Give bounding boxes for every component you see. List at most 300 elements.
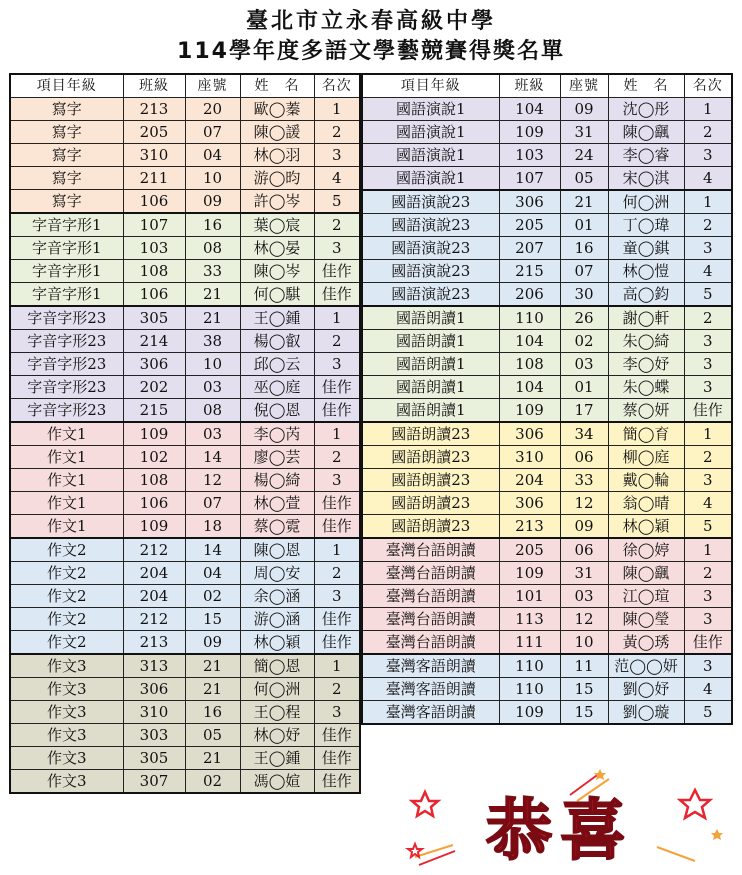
- cell-item: 國語演說1: [362, 98, 499, 121]
- cell-name: 余◯涵: [240, 585, 314, 608]
- col-header-seat: 座號: [560, 74, 608, 98]
- cell-item: 國語朗讀23: [362, 492, 499, 515]
- cell-name: 林◯穎: [240, 631, 314, 655]
- cell-rank: 3: [684, 469, 732, 492]
- table-row: [10, 306, 360, 330]
- cell-seat: 17: [560, 399, 608, 423]
- cell-name: 倪◯恩: [240, 399, 314, 423]
- table-row: [362, 283, 732, 307]
- cell-class: 109: [499, 701, 560, 725]
- cell-item: 作文1: [10, 422, 123, 446]
- table-row: [362, 98, 732, 121]
- cell-rank: 佳作: [314, 631, 360, 655]
- table-row: [10, 121, 360, 144]
- cell-name: 林◯萱: [240, 492, 314, 515]
- table-row: [10, 190, 360, 214]
- cell-rank: 3: [314, 144, 360, 167]
- table-row: [10, 144, 360, 167]
- table-row: [10, 562, 360, 585]
- cell-seat: 14: [185, 446, 240, 469]
- cell-rank: 佳作: [314, 399, 360, 423]
- cell-name: 朱◯蝶: [608, 376, 684, 399]
- cell-name: 歐◯蓁: [240, 98, 314, 121]
- cell-name: 周◯安: [240, 562, 314, 585]
- cell-class: 205: [499, 538, 560, 562]
- cell-name: 丁◯瑋: [608, 214, 684, 237]
- cell-rank: 2: [314, 330, 360, 353]
- cell-name: 徐◯婷: [608, 538, 684, 562]
- cell-rank: 3: [314, 585, 360, 608]
- cell-name: 陳◯恩: [240, 538, 314, 562]
- cell-seat: 02: [560, 330, 608, 353]
- cell-seat: 31: [560, 121, 608, 144]
- cell-rank: 5: [684, 283, 732, 307]
- cell-seat: 02: [185, 585, 240, 608]
- cell-seat: 07: [185, 121, 240, 144]
- cell-rank: 4: [314, 167, 360, 190]
- cell-class: 107: [123, 213, 185, 237]
- table-row: [10, 585, 360, 608]
- table-row: [362, 237, 732, 260]
- left-results-table: [9, 73, 361, 794]
- col-header-item: 項目年級: [362, 74, 499, 98]
- cell-item: 字音字形23: [10, 399, 123, 423]
- star-icon: [594, 769, 606, 780]
- cell-seat: 04: [185, 144, 240, 167]
- cell-item: 作文2: [10, 562, 123, 585]
- cell-seat: 21: [185, 678, 240, 701]
- cell-seat: 10: [185, 353, 240, 376]
- cell-item: 字音字形1: [10, 283, 123, 307]
- cell-name: 陳◯諼: [240, 121, 314, 144]
- cell-rank: 5: [684, 515, 732, 539]
- cell-name: 李◯睿: [608, 144, 684, 167]
- cell-seat: 07: [560, 260, 608, 283]
- cell-rank: 1: [314, 538, 360, 562]
- cell-rank: 佳作: [684, 631, 732, 655]
- cell-name: 李◯芮: [240, 422, 314, 446]
- cell-class: 111: [499, 631, 560, 655]
- cell-rank: 4: [684, 260, 732, 283]
- table-row: [362, 214, 732, 237]
- cell-item: 字音字形23: [10, 353, 123, 376]
- cell-name: 游◯昀: [240, 167, 314, 190]
- cell-class: 202: [123, 376, 185, 399]
- cell-rank: 5: [314, 190, 360, 214]
- cell-seat: 12: [560, 492, 608, 515]
- cell-item: 臺灣台語朗讀: [362, 538, 499, 562]
- cell-item: 作文2: [10, 538, 123, 562]
- cell-rank: 3: [684, 654, 732, 678]
- col-header-name: 姓 名: [240, 74, 314, 98]
- cell-rank: 佳作: [314, 515, 360, 539]
- table-row: [10, 98, 360, 121]
- cell-class: 306: [499, 190, 560, 214]
- cell-rank: 3: [314, 469, 360, 492]
- cell-class: 108: [499, 353, 560, 376]
- cell-name: 何◯騏: [240, 283, 314, 307]
- cell-rank: 1: [314, 422, 360, 446]
- cell-class: 110: [499, 654, 560, 678]
- table-row: [362, 330, 732, 353]
- cell-seat: 09: [560, 98, 608, 121]
- cell-name: 蔡◯妍: [608, 399, 684, 423]
- cell-rank: 2: [314, 121, 360, 144]
- cell-item: 作文2: [10, 631, 123, 655]
- table-row: [362, 701, 732, 725]
- cell-item: 字音字形1: [10, 260, 123, 283]
- cell-rank: 1: [314, 98, 360, 121]
- cell-rank: 2: [684, 306, 732, 330]
- cell-rank: 1: [314, 306, 360, 330]
- cell-item: 作文2: [10, 585, 123, 608]
- col-header-item: 項目年級: [10, 74, 123, 98]
- cell-seat: 16: [185, 701, 240, 724]
- cell-item: 字音字形1: [10, 237, 123, 260]
- cell-rank: 佳作: [314, 770, 360, 794]
- cell-seat: 12: [560, 608, 608, 631]
- cell-seat: 01: [560, 214, 608, 237]
- cell-seat: 05: [560, 167, 608, 191]
- cell-seat: 34: [560, 422, 608, 446]
- cell-rank: 3: [684, 353, 732, 376]
- cell-rank: 3: [684, 144, 732, 167]
- cell-name: 游◯涵: [240, 608, 314, 631]
- cell-name: 楊◯叡: [240, 330, 314, 353]
- cell-rank: 佳作: [314, 283, 360, 307]
- cell-rank: 3: [684, 237, 732, 260]
- table-row: [362, 190, 732, 214]
- cell-seat: 10: [185, 167, 240, 190]
- cell-item: 國語朗讀1: [362, 330, 499, 353]
- cell-seat: 33: [185, 260, 240, 283]
- cell-name: 馮◯媗: [240, 770, 314, 794]
- table-row: [362, 654, 732, 678]
- table-row: [10, 654, 360, 678]
- cell-item: 國語朗讀1: [362, 399, 499, 423]
- cell-name: 邱◯云: [240, 353, 314, 376]
- cell-class: 215: [123, 399, 185, 423]
- cell-name: 廖◯芸: [240, 446, 314, 469]
- cell-seat: 03: [560, 353, 608, 376]
- cell-seat: 14: [185, 538, 240, 562]
- cell-seat: 09: [560, 515, 608, 539]
- table-row: [362, 422, 732, 446]
- cell-seat: 06: [560, 446, 608, 469]
- cell-name: 沈◯彤: [608, 98, 684, 121]
- cell-seat: 09: [185, 190, 240, 214]
- left-header-row: [10, 74, 360, 98]
- col-header-class: 班級: [499, 74, 560, 98]
- cell-item: 國語演說1: [362, 144, 499, 167]
- table-row: [10, 330, 360, 353]
- cell-item: 字音字形23: [10, 306, 123, 330]
- cell-class: 106: [123, 492, 185, 515]
- cell-name: 李◯妤: [608, 353, 684, 376]
- table-row: [10, 469, 360, 492]
- table-row: [10, 701, 360, 724]
- cell-seat: 31: [560, 562, 608, 585]
- cell-item: 寫字: [10, 144, 123, 167]
- cell-class: 104: [499, 376, 560, 399]
- table-row: [10, 631, 360, 655]
- cell-name: 簡◯育: [608, 422, 684, 446]
- cell-class: 310: [123, 144, 185, 167]
- table-row: [10, 608, 360, 631]
- cell-item: 寫字: [10, 98, 123, 121]
- table-row: [362, 446, 732, 469]
- table-row: [10, 724, 360, 747]
- cell-class: 213: [499, 515, 560, 539]
- cell-class: 113: [499, 608, 560, 631]
- cell-name: 林◯穎: [608, 515, 684, 539]
- cell-class: 204: [499, 469, 560, 492]
- table-row: [362, 353, 732, 376]
- cell-item: 臺灣客語朗讀: [362, 701, 499, 725]
- cell-rank: 2: [314, 562, 360, 585]
- cell-class: 204: [123, 562, 185, 585]
- right-header-row: [362, 74, 732, 98]
- cell-seat: 24: [560, 144, 608, 167]
- cell-item: 國語朗讀23: [362, 446, 499, 469]
- cell-class: 313: [123, 654, 185, 678]
- table-row: [10, 353, 360, 376]
- cell-item: 作文3: [10, 678, 123, 701]
- cell-class: 306: [499, 422, 560, 446]
- cell-seat: 08: [185, 399, 240, 423]
- cell-class: 110: [499, 306, 560, 330]
- cell-name: 林◯羽: [240, 144, 314, 167]
- cell-rank: 佳作: [684, 399, 732, 423]
- cell-name: 楊◯綺: [240, 469, 314, 492]
- congrats-graphic: [395, 765, 735, 870]
- cell-name: 劉◯璇: [608, 701, 684, 725]
- cell-seat: 08: [185, 237, 240, 260]
- cell-class: 204: [123, 585, 185, 608]
- col-header-name: 姓 名: [608, 74, 684, 98]
- cell-item: 作文1: [10, 469, 123, 492]
- cell-item: 作文3: [10, 724, 123, 747]
- cell-item: 國語演說23: [362, 214, 499, 237]
- cell-name: 劉◯妤: [608, 678, 684, 701]
- cell-class: 306: [123, 353, 185, 376]
- cell-rank: 佳作: [314, 724, 360, 747]
- cell-item: 國語朗讀23: [362, 515, 499, 539]
- cell-class: 306: [499, 492, 560, 515]
- cell-seat: 30: [560, 283, 608, 307]
- cell-item: 作文3: [10, 770, 123, 794]
- cell-seat: 02: [185, 770, 240, 794]
- cell-rank: 2: [314, 678, 360, 701]
- cell-rank: 佳作: [314, 492, 360, 515]
- cell-rank: 1: [684, 538, 732, 562]
- cell-class: 108: [123, 469, 185, 492]
- cell-class: 103: [499, 144, 560, 167]
- cell-class: 106: [123, 283, 185, 307]
- star-icon: [412, 792, 438, 816]
- cell-seat: 16: [560, 237, 608, 260]
- cell-seat: 12: [185, 469, 240, 492]
- cell-item: 臺灣客語朗讀: [362, 654, 499, 678]
- cell-class: 310: [499, 446, 560, 469]
- cell-seat: 11: [560, 654, 608, 678]
- cell-seat: 21: [185, 283, 240, 307]
- cell-seat: 26: [560, 306, 608, 330]
- cell-item: 作文3: [10, 701, 123, 724]
- cell-name: 何◯洲: [240, 678, 314, 701]
- table-row: [10, 678, 360, 701]
- cell-seat: 15: [185, 608, 240, 631]
- cell-rank: 2: [684, 214, 732, 237]
- cell-item: 臺灣台語朗讀: [362, 585, 499, 608]
- cell-item: 作文2: [10, 608, 123, 631]
- cell-rank: 佳作: [314, 376, 360, 399]
- cell-item: 臺灣台語朗讀: [362, 631, 499, 655]
- cell-seat: 05: [185, 724, 240, 747]
- cell-seat: 10: [560, 631, 608, 655]
- cell-name: 宋◯淇: [608, 167, 684, 191]
- cell-class: 205: [123, 121, 185, 144]
- cell-rank: 4: [684, 167, 732, 191]
- cell-rank: 佳作: [314, 260, 360, 283]
- cell-name: 江◯瑄: [608, 585, 684, 608]
- cell-seat: 15: [560, 678, 608, 701]
- cell-class: 110: [499, 678, 560, 701]
- cell-rank: 3: [684, 376, 732, 399]
- cell-class: 109: [499, 562, 560, 585]
- cell-class: 213: [123, 98, 185, 121]
- cell-item: 作文3: [10, 747, 123, 770]
- cell-name: 許◯岑: [240, 190, 314, 214]
- table-row: [10, 167, 360, 190]
- cell-item: 臺灣台語朗讀: [362, 608, 499, 631]
- col-header-seat: 座號: [185, 74, 240, 98]
- cell-rank: 1: [684, 98, 732, 121]
- cell-class: 305: [123, 306, 185, 330]
- cell-rank: 4: [684, 678, 732, 701]
- cell-item: 字音字形1: [10, 213, 123, 237]
- cell-rank: 2: [684, 121, 732, 144]
- cell-seat: 21: [185, 747, 240, 770]
- cell-rank: 2: [684, 562, 732, 585]
- cell-seat: 15: [560, 701, 608, 725]
- cell-rank: 3: [314, 237, 360, 260]
- cell-item: 國語演說1: [362, 167, 499, 191]
- cell-item: 臺灣客語朗讀: [362, 678, 499, 701]
- cell-rank: 佳作: [314, 608, 360, 631]
- cell-rank: 2: [684, 446, 732, 469]
- cell-rank: 5: [684, 701, 732, 725]
- star-icon: [711, 829, 723, 840]
- cell-item: 國語朗讀1: [362, 376, 499, 399]
- cell-class: 109: [499, 121, 560, 144]
- cell-item: 國語朗讀23: [362, 469, 499, 492]
- table-row: [10, 399, 360, 423]
- cell-item: 寫字: [10, 121, 123, 144]
- table-row: [10, 260, 360, 283]
- table-row: [362, 144, 732, 167]
- table-row: [362, 678, 732, 701]
- cell-item: 國語朗讀1: [362, 353, 499, 376]
- cell-seat: 03: [185, 376, 240, 399]
- cell-seat: 21: [185, 654, 240, 678]
- cell-item: 作文1: [10, 515, 123, 539]
- cell-class: 213: [123, 631, 185, 655]
- cell-class: 107: [499, 167, 560, 191]
- cell-class: 106: [123, 190, 185, 214]
- table-row: [362, 306, 732, 330]
- cell-class: 109: [499, 399, 560, 423]
- cell-class: 109: [123, 422, 185, 446]
- cell-item: 字音字形23: [10, 330, 123, 353]
- cell-seat: 21: [560, 190, 608, 214]
- cell-class: 212: [123, 538, 185, 562]
- cell-name: 林◯妤: [240, 724, 314, 747]
- table-row: [10, 283, 360, 307]
- table-row: [362, 585, 732, 608]
- cell-class: 101: [499, 585, 560, 608]
- cell-rank: 1: [684, 190, 732, 214]
- table-row: [10, 538, 360, 562]
- cell-item: 國語朗讀23: [362, 422, 499, 446]
- table-row: [362, 469, 732, 492]
- cell-name: 童◯錤: [608, 237, 684, 260]
- cell-class: 104: [499, 98, 560, 121]
- cell-seat: 04: [185, 562, 240, 585]
- cell-name: 翁◯晴: [608, 492, 684, 515]
- table-row: [362, 608, 732, 631]
- cell-seat: 09: [185, 631, 240, 655]
- table-row: [10, 376, 360, 399]
- cell-seat: 33: [560, 469, 608, 492]
- cell-item: 國語演說23: [362, 190, 499, 214]
- cell-name: 林◯愷: [608, 260, 684, 283]
- star-icon: [680, 790, 710, 818]
- cell-name: 陳◯岑: [240, 260, 314, 283]
- cell-seat: 20: [185, 98, 240, 121]
- table-row: [362, 376, 732, 399]
- cell-seat: 03: [185, 422, 240, 446]
- cell-name: 林◯晏: [240, 237, 314, 260]
- cell-item: 國語演說1: [362, 121, 499, 144]
- cell-name: 葉◯宸: [240, 213, 314, 237]
- cell-name: 陳◯瑩: [608, 608, 684, 631]
- cell-seat: 38: [185, 330, 240, 353]
- cell-rank: 1: [684, 422, 732, 446]
- cell-item: 寫字: [10, 190, 123, 214]
- cell-name: 朱◯綺: [608, 330, 684, 353]
- cell-item: 作文3: [10, 654, 123, 678]
- cell-class: 303: [123, 724, 185, 747]
- col-header-class: 班級: [123, 74, 185, 98]
- table-row: [362, 399, 732, 423]
- cell-class: 307: [123, 770, 185, 794]
- table-row: [362, 562, 732, 585]
- cell-name: 高◯鈞: [608, 283, 684, 307]
- cell-item: 國語演說23: [362, 283, 499, 307]
- cell-item: 國語朗讀1: [362, 306, 499, 330]
- table-row: [10, 770, 360, 794]
- table-row: [10, 237, 360, 260]
- congrats-text: 恭喜: [486, 792, 634, 869]
- table-row: [10, 213, 360, 237]
- table-row: [362, 631, 732, 655]
- cell-class: 211: [123, 167, 185, 190]
- cell-item: 字音字形23: [10, 376, 123, 399]
- page-title: 114學年度多語文學藝競賽得獎名單: [177, 39, 565, 64]
- table-row: [10, 747, 360, 770]
- cell-rank: 3: [314, 701, 360, 724]
